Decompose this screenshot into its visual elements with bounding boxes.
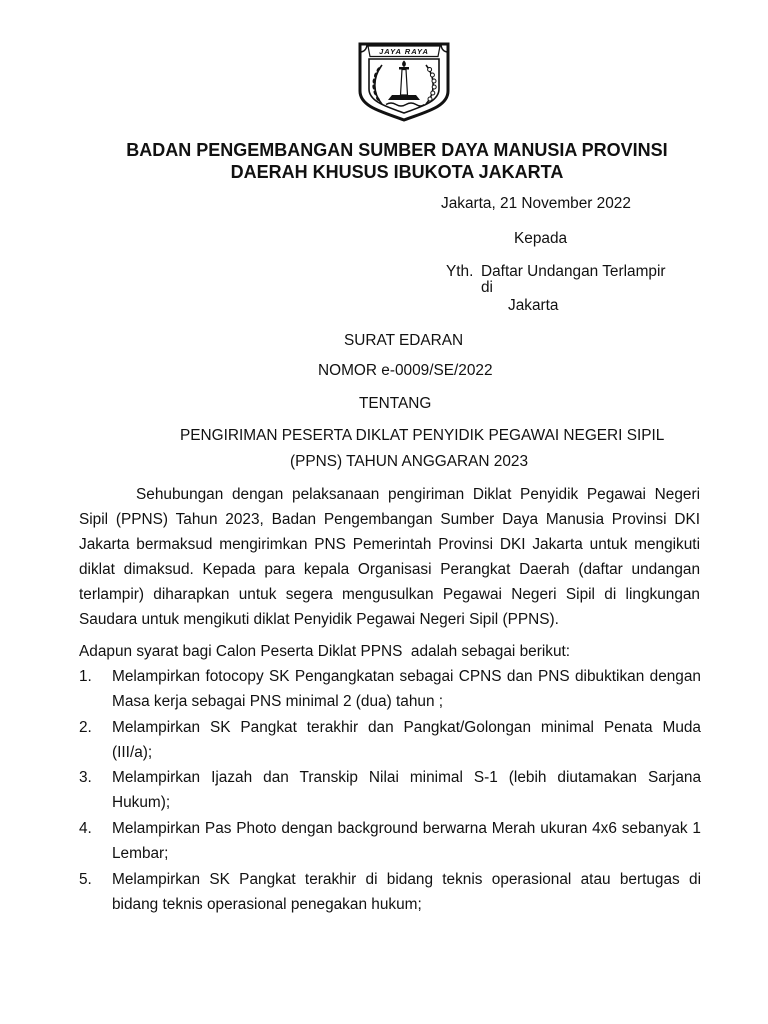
paragraph-line: Jakarta bermaksud mengirimkan PNS Pemerintah Provinsi DKI Jakarta untuk mengikuti: [79, 536, 700, 553]
about-label: TENTANG: [359, 395, 432, 412]
paragraph-line: diklat dimaksud. Kepada para kepala Organisasi Perangkat Daerah (daftar undangan: [79, 561, 700, 578]
requirement-line: bidang teknis operasional penegakan hukum;: [112, 896, 422, 913]
requirement-line: Hukum);: [112, 794, 171, 811]
requirement-number: 4.: [79, 820, 92, 837]
at-label: di: [481, 279, 493, 296]
organization-name-line-1: BADAN PENGEMBANGAN SUMBER DAYA MANUSIA PROVINSI: [126, 140, 668, 160]
requirement-number: 1.: [79, 668, 92, 685]
to-label: Kepada: [514, 230, 568, 247]
subject-line-1: PENGIRIMAN PESERTA DIKLAT PENYIDIK PEGAWAI NEGERI SIPIL: [180, 427, 665, 444]
requirement-line: Melampirkan Ijazah dan Transkip Nilai minimal S-1 (lebih diutamakan Sarjana: [112, 769, 701, 786]
document-type: SURAT EDARAN: [344, 332, 464, 349]
requirement-line: Melampirkan SK Pangkat terakhir di bidang teknis operasional atau bertugas di: [112, 871, 701, 888]
paragraph-line: Saudara untuk mengikuti diklat Penyidik Pegawai Negeri Sipil (PPNS).: [79, 611, 559, 628]
place-and-date: Jakarta, 21 November 2022: [441, 195, 631, 212]
requirement-line: Lembar;: [112, 845, 169, 862]
requirement-line: (III/a);: [112, 744, 153, 761]
requirement-line: Melampirkan SK Pangkat terakhir dan Pangkat/Golongan minimal Penata Muda: [112, 719, 701, 736]
requirement-line: Melampirkan fotocopy SK Pengangkatan sebagai CPNS dan PNS dibuktikan dengan: [112, 668, 701, 685]
salutation: Yth.: [446, 263, 474, 280]
requirement-number: 2.: [79, 719, 92, 736]
logo-motto: JAYA RAYA: [379, 47, 429, 56]
requirement-line: Masa kerja sebagai PNS minimal 2 (dua) tahun ;: [112, 693, 444, 710]
requirement-number: 3.: [79, 769, 92, 786]
requirement-line: Melampirkan Pas Photo dengan background berwarna Merah ukuran 4x6 sebanyak 1: [112, 820, 701, 837]
paragraph-line: Sipil (PPNS) Tahun 2023, Badan Pengembangan Sumber Daya Manusia Provinsi DKI: [79, 511, 700, 528]
organization-name-line-2: DAERAH KHUSUS IBUKOTA JAKARTA: [230, 162, 564, 182]
recipient: Daftar Undangan Terlampir: [481, 263, 666, 280]
requirements-intro: Adapun syarat bagi Calon Peserta Diklat PPNS adalah sebagai berikut:: [79, 643, 571, 660]
paragraph-line: Sehubungan dengan pelaksanaan pengiriman Diklat Penyidik Pegawai Negeri: [136, 486, 700, 503]
recipient-city: Jakarta: [508, 297, 559, 314]
paragraph-line: terlampir) diharapkan untuk segera mengusulkan Pegawai Negeri Sipil di lingkungan: [79, 586, 700, 603]
document-number: NOMOR e-0009/SE/2022: [318, 362, 493, 379]
jakarta-coat-of-arms-icon: [357, 41, 451, 123]
requirement-number: 5.: [79, 871, 92, 888]
subject-line-2: (PPNS) TAHUN ANGGARAN 2023: [290, 453, 529, 470]
